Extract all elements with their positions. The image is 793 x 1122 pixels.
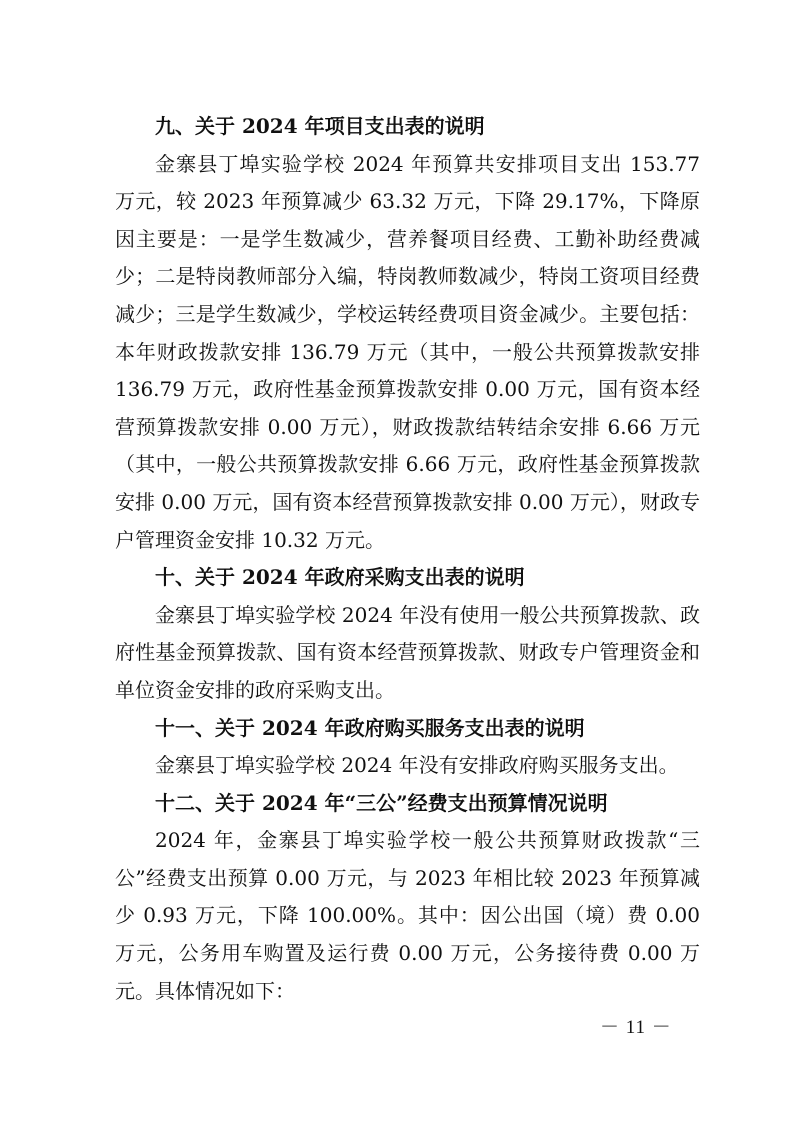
page-number: － 11 －: [600, 1017, 672, 1038]
body-paragraph: 金寨县丁埠实验学校 2024 年没有安排政府购买服务支出。: [155, 753, 679, 778]
section-heading: 九、关于 2024 年项目支出表的说明: [155, 114, 485, 138]
body-paragraph: 金寨县丁埠实验学校 2024 年没有使用一般公共预算拨款、政府性基金预算拨款、国有资本经营预算拨款、财政专户管理资金和单位资金安排的政府采购支出。: [115, 602, 700, 702]
section-heading: 十、关于 2024 年政府采购支出表的说明: [155, 565, 525, 590]
document-body: [115, 108, 700, 1010]
body-paragraph: 2024 年，金寨县丁埠实验学校一般公共预算财政拨款“三公”经费支出预算 0.00 万元，与 2023 年相比较 2023 年预算减少 0.93 万元，下降 100.00%。其中：因公出国（境）费 0.00 万元，公务用车购置及运行费 0.00 万元，公务接待费 0.00 万元。具体情况如下：: [115, 828, 700, 1003]
body-paragraph: 金寨县丁埠实验学校 2024 年预算共安排项目支出 153.77 万元，较 2023 年预算减少 63.32 万元，下降 29.17%，下降原因主要是：一是学生数减少，营养餐项目经费、工勤补助经费减少；二是特岗教师部分入编，特岗教师数减少，特岗工资项目经费减少；三是学生数减少，学校运转经费项目资金减少。主要包括：本年财政拨款安排 136.79 万元（其中，一般公共预算拨款安排 136.79 万元，政府性基金预算拨款安排 0.00 万元，国有资本经营预算拨款安排 0.00 万元），财政拨款结转结余安排 6.66 万元（其中，一般公共预算拨款安排 6.66 万元，政府性基金预算拨款安排 0.00 万元，国有资本经营预算拨款安排 0.00 万元），财政专户管理资金安排 10.32 万元。: [115, 151, 700, 552]
section-heading: 十二、关于 2024 年“三公”经费支出预算情况说明: [155, 790, 608, 815]
section-heading: 十一、关于 2024 年政府购买服务支出表的说明: [155, 715, 585, 740]
